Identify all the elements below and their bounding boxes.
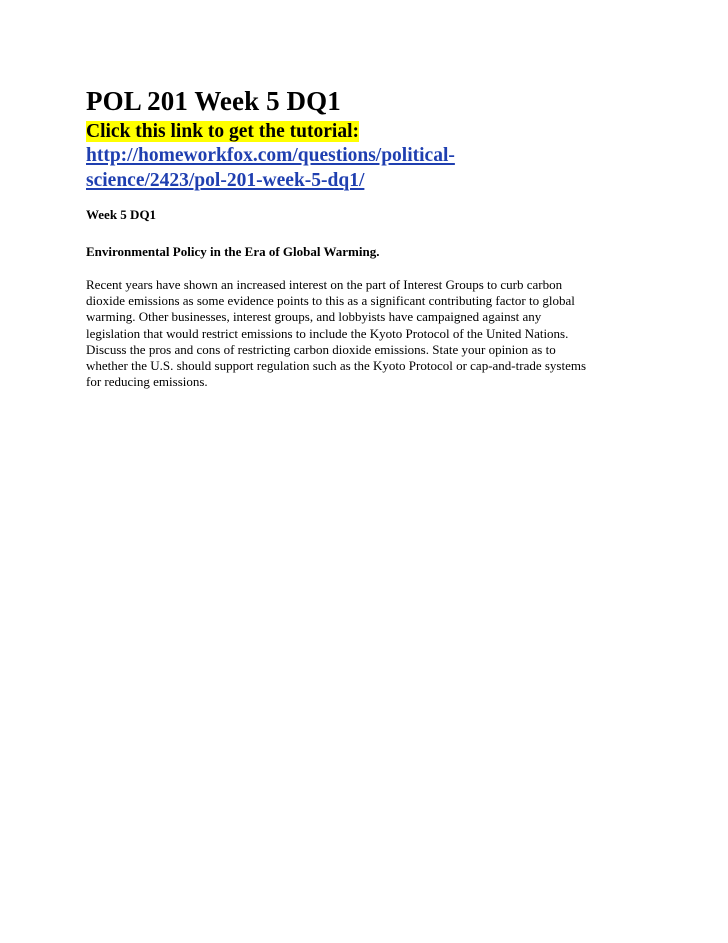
body-line: Discuss the pros and cons of restricting carbon dioxide emissions. State your opinion as to (86, 341, 556, 357)
tutorial-link-line-1: http://homeworkfox.com/questions/political- (86, 145, 455, 166)
body-line: for reducing emissions. (86, 374, 208, 390)
body-line: legislation that would restrict emissions to include the Kyoto Protocol of the United Nations. (86, 325, 569, 341)
tutorial-link-line-2: science/2423/pol-201-week-5-dq1/ (86, 169, 365, 191)
tutorial-callout (86, 120, 656, 144)
document-page (86, 86, 656, 390)
body-line: dioxide emissions as some evidence points to this as a significant contributing factor to global (86, 293, 575, 309)
body-line: whether the U.S. should support regulation such as the Kyoto Protocol or cap-and-trade systems (86, 358, 587, 374)
question-heading: Environmental Policy in the Era of Global Warming. (86, 244, 380, 259)
section-label: Week 5 DQ1 (86, 207, 157, 222)
tutorial-callout-text: Click this link to get the tutorial: (86, 121, 359, 142)
page-title: POL 201 Week 5 DQ1 (86, 86, 341, 116)
body-line: Recent years have shown an increased interest on the part of Interest Groups to curb carbon (86, 277, 563, 292)
tutorial-link[interactable] (86, 144, 506, 193)
body-line: warming. Other businesses, interest groups, and lobbyists have campaigned against any (86, 309, 542, 325)
question-body (86, 277, 656, 390)
